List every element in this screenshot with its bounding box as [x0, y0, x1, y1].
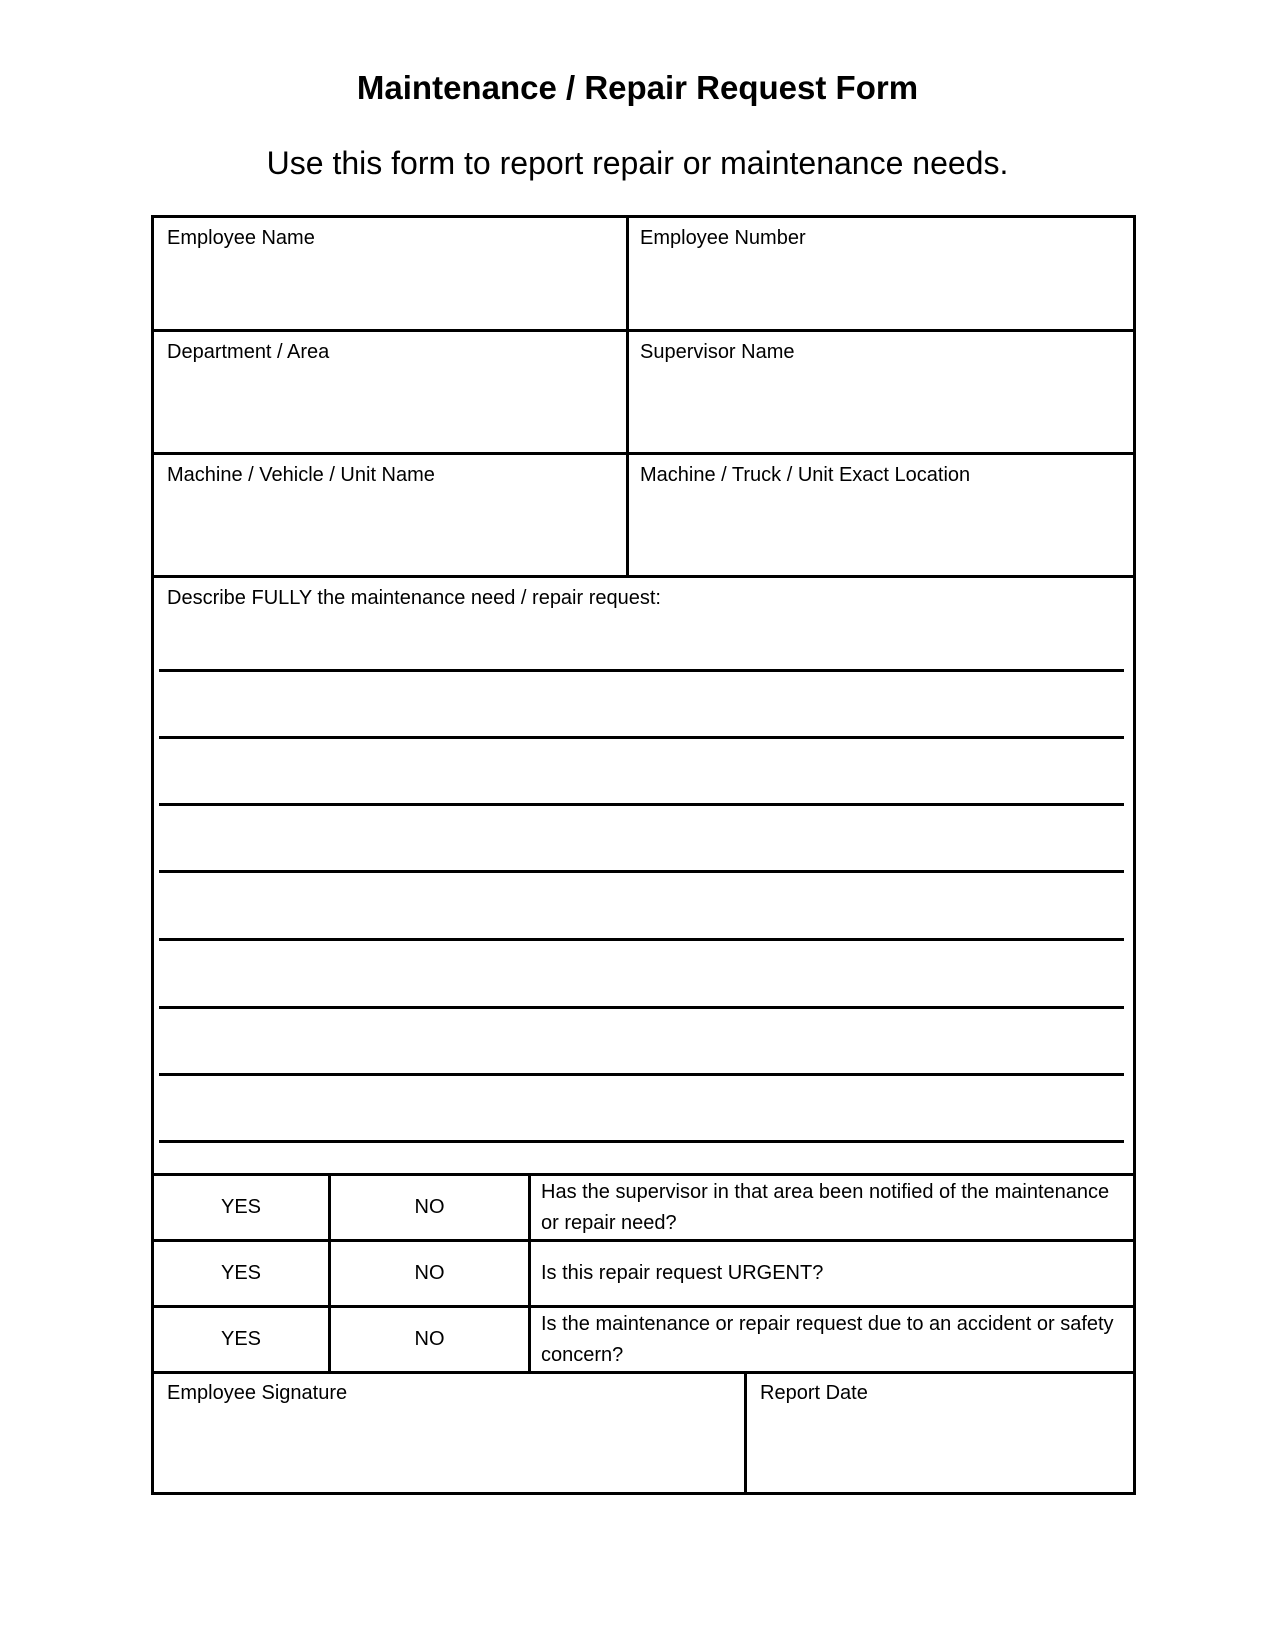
- employee-signature-label: Employee Signature: [167, 1382, 348, 1404]
- column-divider: [328, 1176, 331, 1371]
- writing-line: [159, 1006, 1124, 1009]
- writing-line: [159, 1140, 1124, 1143]
- writing-line: [159, 870, 1124, 873]
- column-divider: [528, 1176, 531, 1371]
- employee-number-field[interactable]: [629, 218, 1133, 329]
- question-1-yes-option[interactable]: YES: [220, 1196, 262, 1218]
- supervisor-name-field[interactable]: [629, 332, 1133, 452]
- question-1-no-option[interactable]: NO: [414, 1196, 445, 1218]
- question-3-no-option[interactable]: NO: [414, 1328, 445, 1350]
- page-subtitle: Use this form to report repair or maintenance needs.: [266, 145, 1009, 181]
- machine-location-label: Machine / Truck / Unit Exact Location: [640, 464, 971, 486]
- department-area-label: Department / Area: [167, 341, 330, 363]
- report-date-field[interactable]: [747, 1374, 1133, 1492]
- writing-line: [159, 1073, 1124, 1076]
- request-form: [151, 215, 1136, 1495]
- employee-name-label: Employee Name: [167, 227, 315, 249]
- page-title: Maintenance / Repair Request Form: [356, 69, 919, 106]
- question-2-yes-option[interactable]: YES: [220, 1262, 262, 1284]
- writing-line: [159, 669, 1124, 672]
- question-2-no-option[interactable]: NO: [414, 1262, 445, 1284]
- supervisor-name-label: Supervisor Name: [640, 341, 795, 363]
- question-3-text: Is the maintenance or repair request due to an accident or safety concern?: [541, 1312, 1114, 1366]
- description-field[interactable]: [154, 578, 1133, 1170]
- question-2-text: Is this repair request URGENT?: [541, 1262, 824, 1284]
- writing-line: [159, 938, 1124, 941]
- employee-name-field[interactable]: [154, 218, 626, 329]
- machine-name-field[interactable]: [154, 455, 626, 575]
- writing-line: [159, 736, 1124, 739]
- description-label: Describe FULLY the maintenance need / repair request:: [167, 587, 661, 609]
- report-date-label: Report Date: [760, 1382, 868, 1404]
- column-divider: [626, 218, 629, 575]
- writing-line: [159, 803, 1124, 806]
- machine-name-label: Machine / Vehicle / Unit Name: [167, 464, 435, 486]
- department-area-field[interactable]: [154, 332, 626, 452]
- column-divider: [744, 1374, 747, 1492]
- question-3-yes-option[interactable]: YES: [220, 1328, 262, 1350]
- employee-signature-field[interactable]: [154, 1374, 744, 1492]
- employee-number-label: Employee Number: [640, 227, 806, 249]
- question-1-text: Has the supervisor in that area been notified of the maintenance or repair need?: [541, 1180, 1110, 1234]
- machine-location-field[interactable]: [629, 455, 1133, 575]
